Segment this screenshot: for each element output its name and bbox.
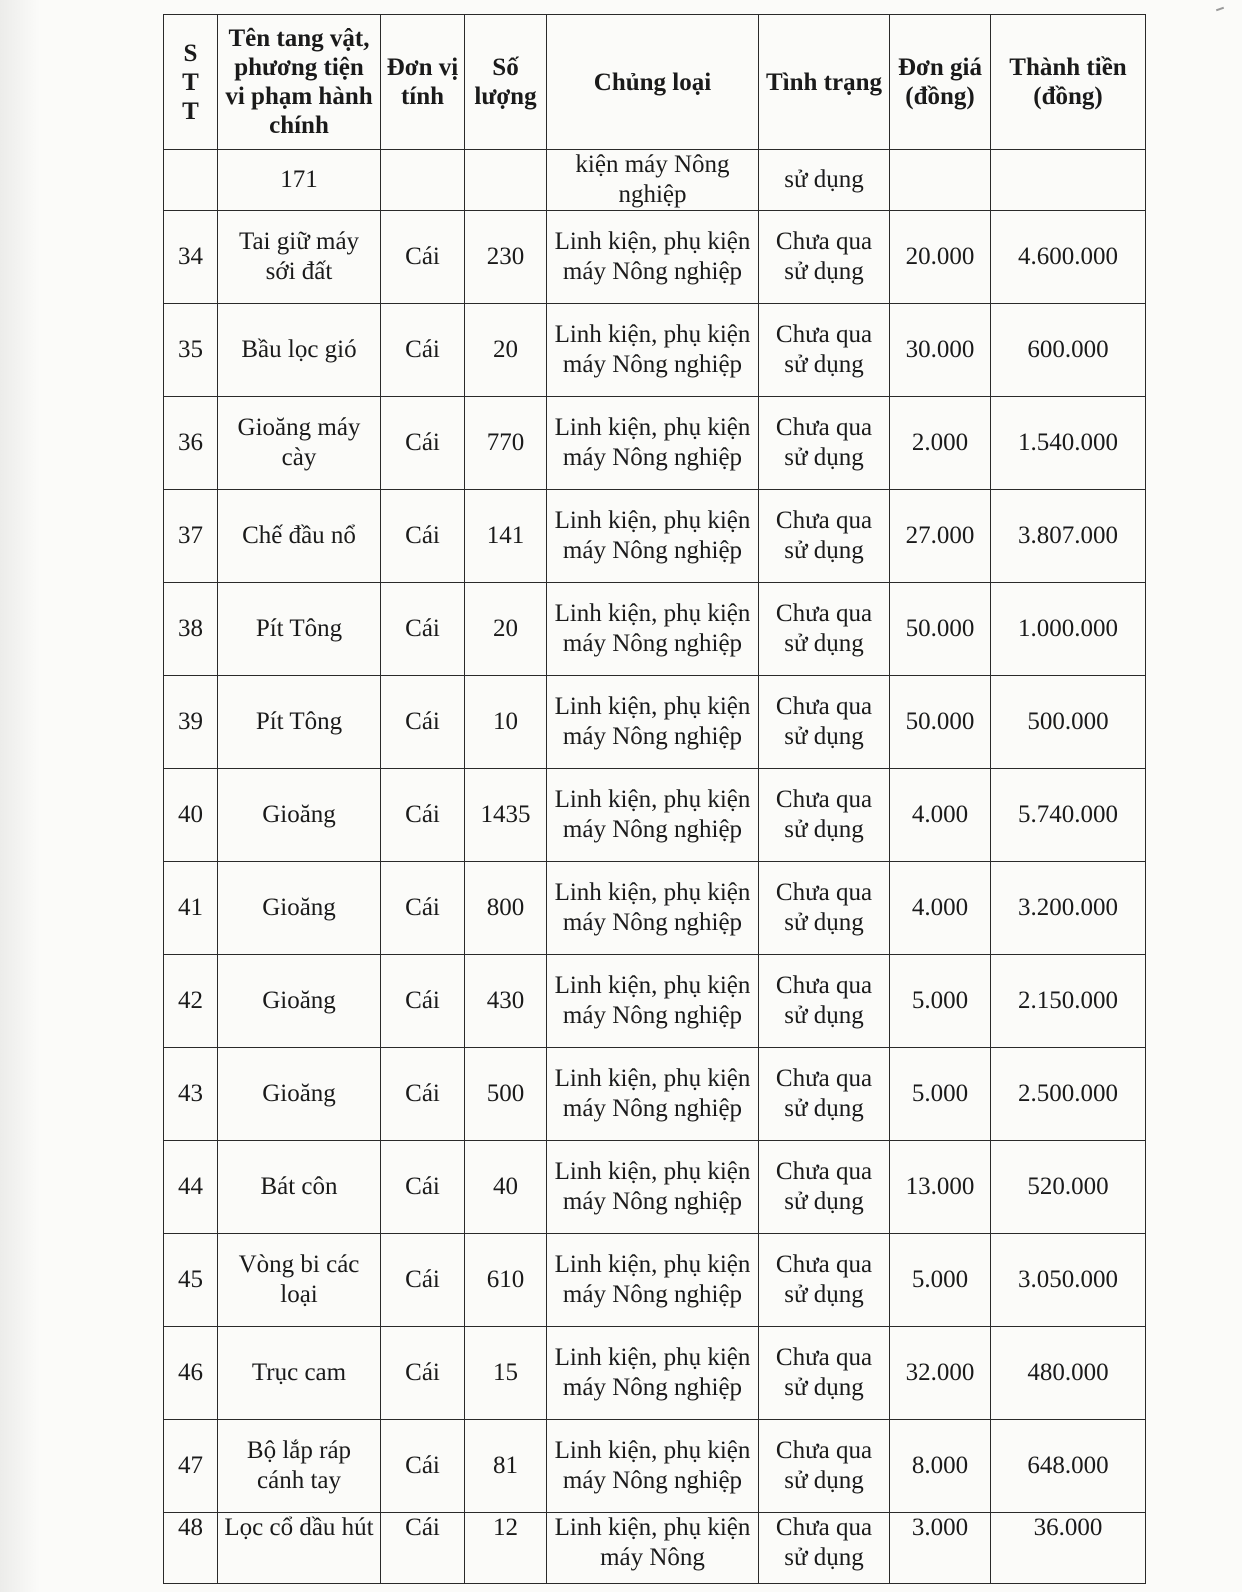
cell-name: Chế đầu nổ — [218, 490, 381, 583]
cell-stt: 40 — [164, 769, 218, 862]
cell-price: 5.000 — [890, 1048, 991, 1141]
cell-name: Gioăng — [218, 769, 381, 862]
table-row — [164, 769, 1146, 862]
cell-unit: Cái — [381, 1327, 465, 1420]
cell-price: 2.000 — [890, 397, 991, 490]
cell-total: 520.000 — [991, 1141, 1146, 1234]
cell-total: 500.000 — [991, 676, 1146, 769]
cell-status: Chưa qua sử dụng — [759, 1327, 890, 1420]
cell-total: 2.500.000 — [991, 1048, 1146, 1141]
cell-total: 4.600.000 — [991, 211, 1146, 304]
cell-qty: 800 — [465, 862, 547, 955]
corner-mark — [1216, 7, 1224, 12]
table-row — [164, 1420, 1146, 1513]
cell-stt: 35 — [164, 304, 218, 397]
cell-unit: Cái — [381, 862, 465, 955]
cell-price: 3.000 — [890, 1513, 991, 1584]
cell-type: kiện máy Nông nghiệp — [547, 150, 759, 211]
cell-qty: 81 — [465, 1420, 547, 1513]
cell-status: Chưa qua sử dụng — [759, 769, 890, 862]
cell-qty: 1435 — [465, 769, 547, 862]
header-price: Đơn giá (đồng) — [890, 15, 991, 150]
cell-unit: Cái — [381, 676, 465, 769]
cell-qty: 500 — [465, 1048, 547, 1141]
cell-type: Linh kiện, phụ kiện máy Nông nghiệp — [547, 583, 759, 676]
cell-price: 4.000 — [890, 769, 991, 862]
cell-name: 171 — [218, 150, 381, 211]
cell-total: 648.000 — [991, 1420, 1146, 1513]
cell-unit: Cái — [381, 490, 465, 583]
cell-price: 13.000 — [890, 1141, 991, 1234]
cell-qty: 15 — [465, 1327, 547, 1420]
cell-status: Chưa qua sử dụng — [759, 955, 890, 1048]
cell-price: 20.000 — [890, 211, 991, 304]
cell-unit: Cái — [381, 1513, 465, 1584]
table-row — [164, 490, 1146, 583]
cell-price: 8.000 — [890, 1420, 991, 1513]
cell-qty: 10 — [465, 676, 547, 769]
cell-type: Linh kiện, phụ kiện máy Nông nghiệp — [547, 304, 759, 397]
cell-total: 36.000 — [991, 1513, 1146, 1584]
table-row — [164, 955, 1146, 1048]
cell-total: 3.050.000 — [991, 1234, 1146, 1327]
cell-name: Vòng bi các loại — [218, 1234, 381, 1327]
cell-status: Chưa qua sử dụng — [759, 1420, 890, 1513]
cell-unit — [381, 150, 465, 211]
table-row — [164, 1048, 1146, 1141]
cell-name: Bát côn — [218, 1141, 381, 1234]
cell-type: Linh kiện, phụ kiện máy Nông nghiệp — [547, 1141, 759, 1234]
cell-qty — [465, 150, 547, 211]
cell-price: 50.000 — [890, 583, 991, 676]
header-status: Tình trạng — [759, 15, 890, 150]
cell-price: 32.000 — [890, 1327, 991, 1420]
evidence-table — [163, 14, 1146, 1584]
cell-price: 30.000 — [890, 304, 991, 397]
cell-price: 27.000 — [890, 490, 991, 583]
cell-type: Linh kiện, phụ kiện máy Nông nghiệp — [547, 676, 759, 769]
cell-status: Chưa qua sử dụng — [759, 1234, 890, 1327]
cell-stt: 43 — [164, 1048, 218, 1141]
table-row — [164, 1513, 1146, 1584]
cell-total: 5.740.000 — [991, 769, 1146, 862]
cell-total — [991, 150, 1146, 211]
cell-price: 50.000 — [890, 676, 991, 769]
cell-status: Chưa qua sử dụng — [759, 1141, 890, 1234]
cell-name: Gioăng — [218, 955, 381, 1048]
cell-name: Gioăng — [218, 1048, 381, 1141]
cell-total: 3.807.000 — [991, 490, 1146, 583]
cell-type: Linh kiện, phụ kiện máy Nông nghiệp — [547, 211, 759, 304]
cell-stt: 41 — [164, 862, 218, 955]
continuation-row — [164, 150, 1146, 211]
cell-type: Linh kiện, phụ kiện máy Nông nghiệp — [547, 490, 759, 583]
cell-total: 2.150.000 — [991, 955, 1146, 1048]
cell-stt — [164, 150, 218, 211]
cell-type: Linh kiện, phụ kiện máy Nông — [547, 1513, 759, 1584]
cell-type: Linh kiện, phụ kiện máy Nông nghiệp — [547, 769, 759, 862]
cell-unit: Cái — [381, 1420, 465, 1513]
cell-price — [890, 150, 991, 211]
header-total: Thành tiền (đồng) — [991, 15, 1146, 150]
cell-type: Linh kiện, phụ kiện máy Nông nghiệp — [547, 1048, 759, 1141]
header-unit: Đơn vị tính — [381, 15, 465, 150]
cell-type: Linh kiện, phụ kiện máy Nông nghiệp — [547, 955, 759, 1048]
cell-status: Chưa qua sử dụng — [759, 862, 890, 955]
cell-total: 1.540.000 — [991, 397, 1146, 490]
table-row — [164, 211, 1146, 304]
cell-unit: Cái — [381, 1048, 465, 1141]
cell-qty: 610 — [465, 1234, 547, 1327]
cell-status: Chưa qua sử dụng — [759, 490, 890, 583]
table-row — [164, 676, 1146, 769]
table-row — [164, 862, 1146, 955]
cell-stt: 47 — [164, 1420, 218, 1513]
cell-name: Pít Tông — [218, 583, 381, 676]
cell-unit: Cái — [381, 583, 465, 676]
cell-stt: 46 — [164, 1327, 218, 1420]
table-row — [164, 304, 1146, 397]
header-qty: Số lượng — [465, 15, 547, 150]
cell-status: Chưa qua sử dụng — [759, 211, 890, 304]
cell-status: Chưa qua sử dụng — [759, 1513, 890, 1584]
cell-type: Linh kiện, phụ kiện máy Nông nghiệp — [547, 1420, 759, 1513]
cell-unit: Cái — [381, 397, 465, 490]
cell-status: Chưa qua sử dụng — [759, 397, 890, 490]
cell-type: Linh kiện, phụ kiện máy Nông nghiệp — [547, 1234, 759, 1327]
cell-qty: 12 — [465, 1513, 547, 1584]
header-type: Chủng loại — [547, 15, 759, 150]
cell-qty: 20 — [465, 304, 547, 397]
header-name: Tên tang vật, phương tiện vi phạm hành chính — [218, 15, 381, 150]
cell-status: Chưa qua sử dụng — [759, 1048, 890, 1141]
cell-status: sử dụng — [759, 150, 890, 211]
cell-status: Chưa qua sử dụng — [759, 583, 890, 676]
cell-qty: 20 — [465, 583, 547, 676]
cell-price: 4.000 — [890, 862, 991, 955]
cell-name: Bầu lọc gió — [218, 304, 381, 397]
header-stt: S T T — [164, 15, 218, 150]
cell-name: Lọc cổ dầu hút — [218, 1513, 381, 1584]
cell-qty: 230 — [465, 211, 547, 304]
page-edge-shadow — [0, 0, 40, 1592]
table-row — [164, 583, 1146, 676]
cell-name: Gioăng — [218, 862, 381, 955]
cell-stt: 37 — [164, 490, 218, 583]
cell-total: 600.000 — [991, 304, 1146, 397]
cell-total: 3.200.000 — [991, 862, 1146, 955]
table-header-row — [164, 15, 1146, 150]
table-row — [164, 1141, 1146, 1234]
cell-unit: Cái — [381, 304, 465, 397]
cell-price: 5.000 — [890, 1234, 991, 1327]
cell-unit: Cái — [381, 1141, 465, 1234]
cell-stt: 44 — [164, 1141, 218, 1234]
cell-name: Pít Tông — [218, 676, 381, 769]
cell-qty: 770 — [465, 397, 547, 490]
cell-name: Trục cam — [218, 1327, 381, 1420]
cell-total: 1.000.000 — [991, 583, 1146, 676]
cell-type: Linh kiện, phụ kiện máy Nông nghiệp — [547, 1327, 759, 1420]
cell-name: Gioăng máy cày — [218, 397, 381, 490]
cell-type: Linh kiện, phụ kiện máy Nông nghiệp — [547, 397, 759, 490]
cell-unit: Cái — [381, 769, 465, 862]
cell-price: 5.000 — [890, 955, 991, 1048]
cell-total: 480.000 — [991, 1327, 1146, 1420]
cell-qty: 430 — [465, 955, 547, 1048]
cell-stt: 34 — [164, 211, 218, 304]
cell-status: Chưa qua sử dụng — [759, 676, 890, 769]
cell-stt: 39 — [164, 676, 218, 769]
cell-unit: Cái — [381, 955, 465, 1048]
table-row — [164, 1234, 1146, 1327]
cell-unit: Cái — [381, 1234, 465, 1327]
cell-qty: 40 — [465, 1141, 547, 1234]
cell-qty: 141 — [465, 490, 547, 583]
cell-stt: 45 — [164, 1234, 218, 1327]
cell-stt: 38 — [164, 583, 218, 676]
cell-unit: Cái — [381, 211, 465, 304]
cell-name: Tai giữ máy sới đất — [218, 211, 381, 304]
cell-stt: 48 — [164, 1513, 218, 1584]
cell-name: Bộ lắp ráp cánh tay — [218, 1420, 381, 1513]
table-row — [164, 1327, 1146, 1420]
cell-status: Chưa qua sử dụng — [759, 304, 890, 397]
cell-stt: 42 — [164, 955, 218, 1048]
table-row — [164, 397, 1146, 490]
cell-stt: 36 — [164, 397, 218, 490]
cell-type: Linh kiện, phụ kiện máy Nông nghiệp — [547, 862, 759, 955]
